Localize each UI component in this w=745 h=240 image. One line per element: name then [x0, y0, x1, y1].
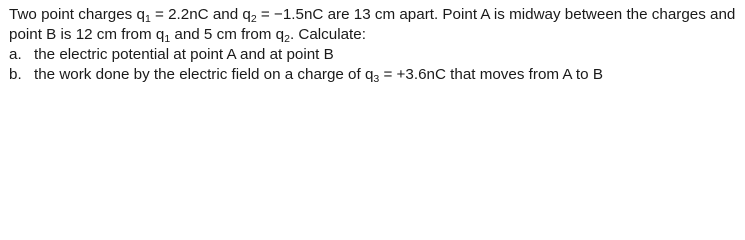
problem-text: the work done by the electric field on a charge of q	[34, 66, 374, 83]
list-item-text	[34, 45, 334, 65]
problem-statement	[9, 5, 739, 85]
subscript: 1	[164, 33, 171, 45]
problem-text: . Calculate:	[289, 26, 366, 43]
problem-text: and 5 cm from q	[170, 26, 285, 43]
list-item-text	[34, 65, 603, 85]
problem-text: the electric potential at point A and at point B	[34, 46, 334, 63]
problem-line-2	[9, 25, 739, 45]
list-marker: b.	[9, 66, 22, 83]
list-item-a	[9, 45, 739, 65]
problem-text: point B is 12 cm from q	[9, 26, 165, 43]
list-marker: a.	[9, 46, 22, 63]
subscript: 3	[373, 73, 380, 85]
problem-line-1	[9, 5, 739, 25]
list-item-b	[9, 65, 739, 85]
problem-text: = 2.2nC and q	[150, 6, 251, 23]
subscript: 1	[144, 13, 151, 25]
problem-text: Two point charges q	[9, 6, 145, 23]
problem-text: = −1.5nC are 13 cm apart. Point A is midway between the charges and	[256, 6, 736, 23]
subscript: 2	[284, 33, 290, 45]
subscript: 2	[250, 13, 257, 25]
problem-text: = +3.6nC that moves from A to B	[379, 66, 603, 83]
